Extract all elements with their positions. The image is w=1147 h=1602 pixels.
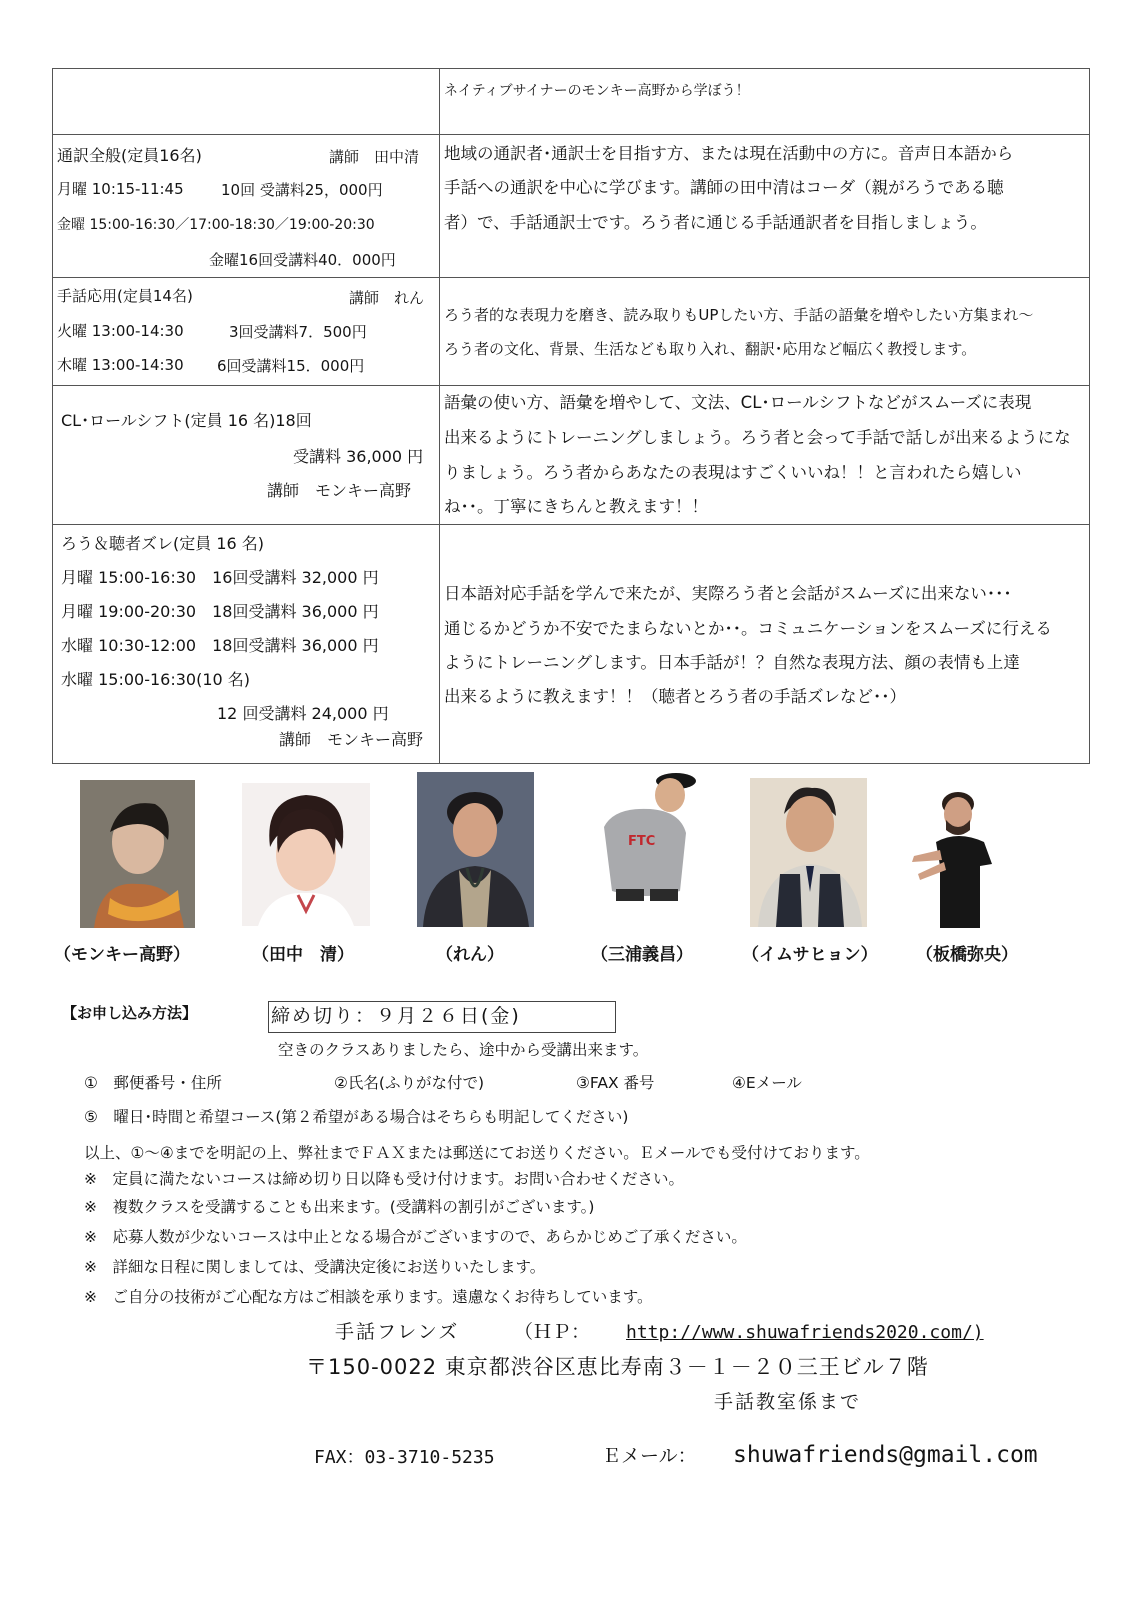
org-name: 手話フレンズ [335,1321,460,1343]
person-photo-icon [594,771,702,906]
course-schedule: 水曜 15:00-16:30(10 名) [61,670,251,689]
course-row [53,386,1090,525]
department: 手話教室係まで [714,1391,862,1413]
course-fee: 受講料 36,000 円 [293,447,424,466]
course-fee: 金曜16回受講料40．000円 [209,251,396,269]
course-title: CL･ロールシフト(定員 16 名)18回 [61,411,312,430]
course-schedule: 月曜 15:00-16:30 16回受講料 32,000 円 [61,568,379,587]
person-photo-icon [750,778,867,927]
course-description: 語彙の使い方、語彙を増やして、文法、CL･ロールシフトなどがスムーズに表現 [444,393,1032,412]
instructor-caption: （板橋弥央） [916,945,1018,965]
person-photo-icon [910,790,1002,928]
instructor-caption: （モンキー高野） [54,945,190,965]
course-description: 手話への通訳を中心に学びます。講師の田中清はコーダ（親がろうである聴 [444,178,1004,197]
apply-item: ②氏名(ふりがな付で) [334,1074,484,1092]
intro-left-cell [53,69,440,135]
apply-note: ※ ご自分の技術がご心配な方はご相談を承ります。遠慮なくお待ちしています。 [84,1288,653,1306]
course-teacher: 講師 モンキー高野 [267,481,412,500]
course-description: 日本語対応手話を学んで来たが、実際ろう者と会話がスムーズに出来ない･･･ [444,584,1012,603]
course-schedule: 水曜 10:30-12:00 18回受講料 36,000 円 [61,636,379,655]
course-title: 通訳全般(定員16名) [57,146,202,165]
instructor-caption: （田中 清） [252,945,354,965]
course-description: 通じるかどうか不安でたまらないとか･･。コミュニケーションをスムーズに行える [444,619,1052,638]
address: 〒150-0022 東京都渋谷区恵比寿南３－１－２０三王ビル７階 [306,1355,929,1379]
course-fee: 12 回受講料 24,000 円 [217,704,389,723]
apply-item: ④Eメール [732,1074,802,1092]
apply-item: ① 郵便番号・住所 [84,1074,222,1092]
email-label: Ｅメール： [602,1445,697,1467]
instructor-caption: （イムサヒョン） [742,945,878,965]
hp-label: （ＨＰ： [514,1321,591,1343]
course-schedule: 木曜 13:00-14:30 [57,356,184,374]
course-description: ね･･。丁寧にきちんと教えます！！ [444,497,708,516]
intro-right-cell [440,69,1090,135]
apply-item: ③FAX 番号 [576,1074,655,1092]
course-title: ろう＆聴者ズレ(定員 16 名) [61,534,265,553]
homepage-link[interactable]: http://www.shuwafriends2020.com/) [626,1322,984,1343]
course-description: りましょう。ろう者からあなたの表現はすごくいいね！！と言われたら嬉しい [444,463,1022,482]
deadline-box [268,1001,616,1033]
application-heading: 【お申し込み方法】 [62,1004,198,1022]
email-address[interactable]: shuwafriends@gmail.com [733,1442,1038,1468]
instructor-caption: （三浦義昌） [591,945,693,965]
course-description: ろう者の文化、背景、生活なども取り入れ、翻訳･応用など幅広く教授します。 [444,340,977,358]
person-photo-icon [242,783,370,926]
apply-note: ※ 応募人数が少ないコースは中止となる場合がございますので、あらかじめご了承ください。 [84,1228,747,1246]
course-row [53,135,1090,278]
course-title: 手話応用(定員14名) [57,287,193,305]
course-schedule: 月曜 10:15-11:45 [57,180,184,198]
course-schedule: 火曜 13:00-14:30 [57,322,184,340]
course-row [53,278,1090,386]
course-fee: 10回 受講料25，000円 [221,181,383,199]
apply-note: ※ 詳細な日程に関しましては、受講決定後にお送りいたします。 [84,1258,546,1276]
course-schedule: 月曜 19:00-20:30 18回受講料 36,000 円 [61,602,379,621]
apply-note: ※ 複数クラスを受講することも出来ます。(受講料の割引がございます。) [84,1198,595,1216]
apply-note: ※ 定員に満たないコースは締め切り日以降も受け付けます。お問い合わせください。 [84,1170,684,1188]
apply-instructions: 以上、①～④までを明記の上、弊社までＦＡＸまたは郵送にてお送りください。Ｅメールでも受付けております。 [84,1144,870,1162]
deadline-text: 締め切り：９月２６日(金) [271,1005,521,1027]
fax-number: FAX：03-3710-5235 [314,1447,495,1468]
course-table [52,68,1090,764]
course-fee: 3回受講料7．500円 [229,323,367,341]
course-description: 出来るように教えます！！（聴者とろう者の手話ズレなど･･） [444,687,906,706]
course-fee: 6回受講料15．000円 [217,357,365,375]
late-entry-note: 空きのクラスありましたら、途中から受講出来ます。 [278,1041,649,1059]
apply-item: ⑤ 曜日･時間と希望コース(第２希望がある場合はそちらも明記してください) [84,1108,629,1126]
course-description: 出来るようにトレーニングしましょう。ろう者と会って手話で話しが出来るようにな [444,428,1071,447]
course-teacher: 講師 モンキー高野 [279,730,424,749]
person-photo-icon [80,780,195,928]
instructor-caption: （れん） [436,945,504,965]
course-intro: ネイティブサイナーのモンキー高野から学ぼう！ [444,83,750,99]
svg-text:FTC: FTC [628,834,656,849]
course-teacher: 講師 れん [349,289,425,307]
course-schedule: 金曜 15:00-16:30／17:00-18:30／19:00-20:30 [57,217,375,233]
course-description: ようにトレーニングします。日本手話が！？自然な表現方法、顔の表情も上達 [444,653,1020,672]
course-description: ろう者的な表現力を磨き、読み取りもUPしたい方、手話の語彙を増やしたい方集まれ～ [444,306,1034,324]
course-description: 者）で、手話通訳士です。ろう者に通じる手話通訳者を目指しましょう。 [444,213,987,232]
course-teacher: 講師 田中清 [329,148,420,166]
course-description: 地域の通訳者･通訳士を目指す方、または現在活動中の方に。音声日本語から [444,144,1014,163]
course-row [53,525,1090,764]
person-photo-icon [417,772,534,927]
